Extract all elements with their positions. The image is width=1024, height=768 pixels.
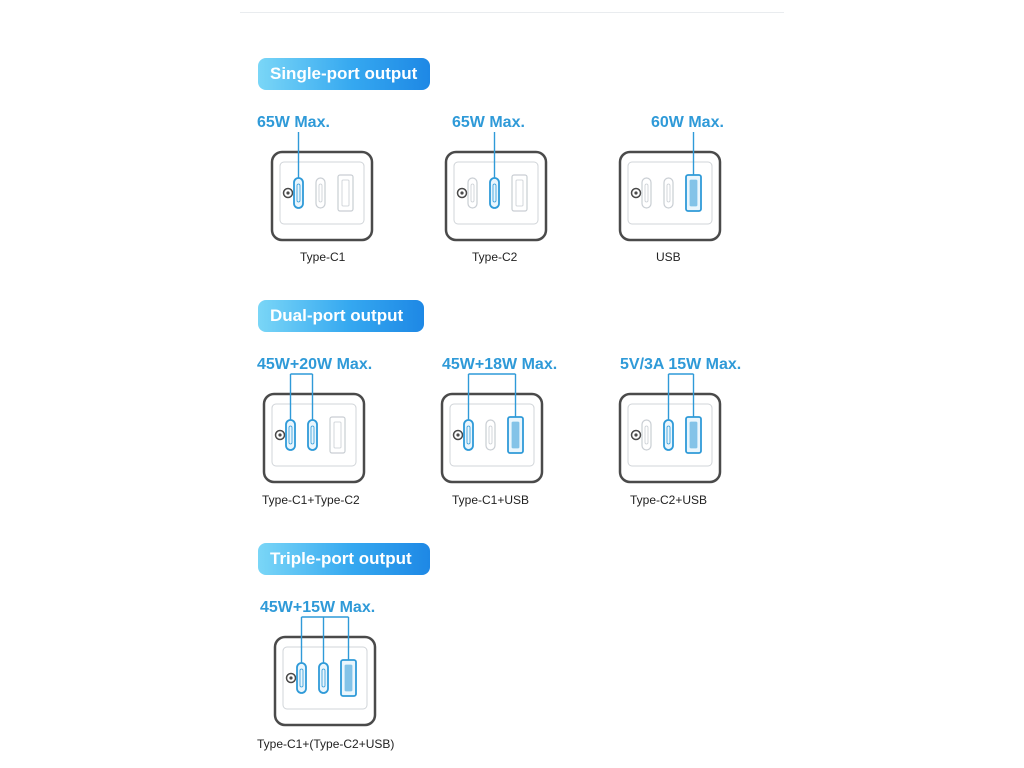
indicator-led-dot (460, 191, 463, 194)
charger-icon (270, 150, 374, 242)
type-c2-port (490, 178, 499, 208)
power-label: 45W+18W Max. (442, 356, 558, 373)
type-c2-port (664, 178, 673, 208)
charger-svg (618, 392, 722, 484)
charger-icon (273, 635, 377, 727)
type-c1-port (464, 420, 473, 450)
type-c1-port (642, 178, 651, 208)
charger-icon (444, 150, 548, 242)
power-label: 5V/3A 15W Max. (620, 356, 742, 373)
power-label: 60W Max. (651, 114, 724, 131)
charger-svg (270, 150, 374, 242)
usb-port-tongue (690, 422, 697, 448)
type-c2-port (316, 178, 325, 208)
power-label: 45W+15W Max. (260, 599, 376, 616)
indicator-led-dot (634, 191, 637, 194)
type-c1-port (468, 178, 477, 208)
top-divider (240, 12, 784, 13)
port-caption: Type-C1+(Type-C2+USB) (257, 737, 395, 751)
port-caption: USB (656, 250, 681, 264)
type-c2-port (486, 420, 495, 450)
port-caption: Type-C2+USB (630, 493, 708, 507)
type-c1-port (642, 420, 651, 450)
power-label: 65W Max. (452, 114, 525, 131)
port-caption: Type-C1 (300, 250, 346, 264)
charger-icon (440, 392, 544, 484)
power-label: 65W Max. (257, 114, 330, 131)
charger-svg (618, 150, 722, 242)
usb-port-tongue (512, 422, 519, 448)
type-c2-port (308, 420, 317, 450)
type-c1-port (294, 178, 303, 208)
section-title-triple-port: Triple-port output (258, 543, 430, 575)
charger-svg (262, 392, 366, 484)
usb-port-tongue (345, 665, 352, 691)
indicator-led-dot (286, 191, 289, 194)
charger-icon (618, 150, 722, 242)
indicator-led-dot (456, 433, 459, 436)
charger-svg (444, 150, 548, 242)
indicator-led-dot (278, 433, 281, 436)
charger-svg (273, 635, 377, 727)
type-c2-port (319, 663, 328, 693)
indicator-led-dot (634, 433, 637, 436)
type-c2-port (664, 420, 673, 450)
usb-port-tongue (690, 180, 697, 206)
charger-icon (262, 392, 366, 484)
power-label: 45W+20W Max. (257, 356, 373, 373)
port-caption: Type-C1+USB (452, 493, 530, 507)
indicator-led-dot (289, 676, 292, 679)
charger-svg (440, 392, 544, 484)
port-caption: Type-C1+Type-C2 (262, 493, 360, 507)
section-title-dual-port: Dual-port output (258, 300, 424, 332)
type-c1-port (297, 663, 306, 693)
port-caption: Type-C2 (472, 250, 518, 264)
charger-icon (618, 392, 722, 484)
section-title-single-port: Single-port output (258, 58, 430, 90)
type-c1-port (286, 420, 295, 450)
